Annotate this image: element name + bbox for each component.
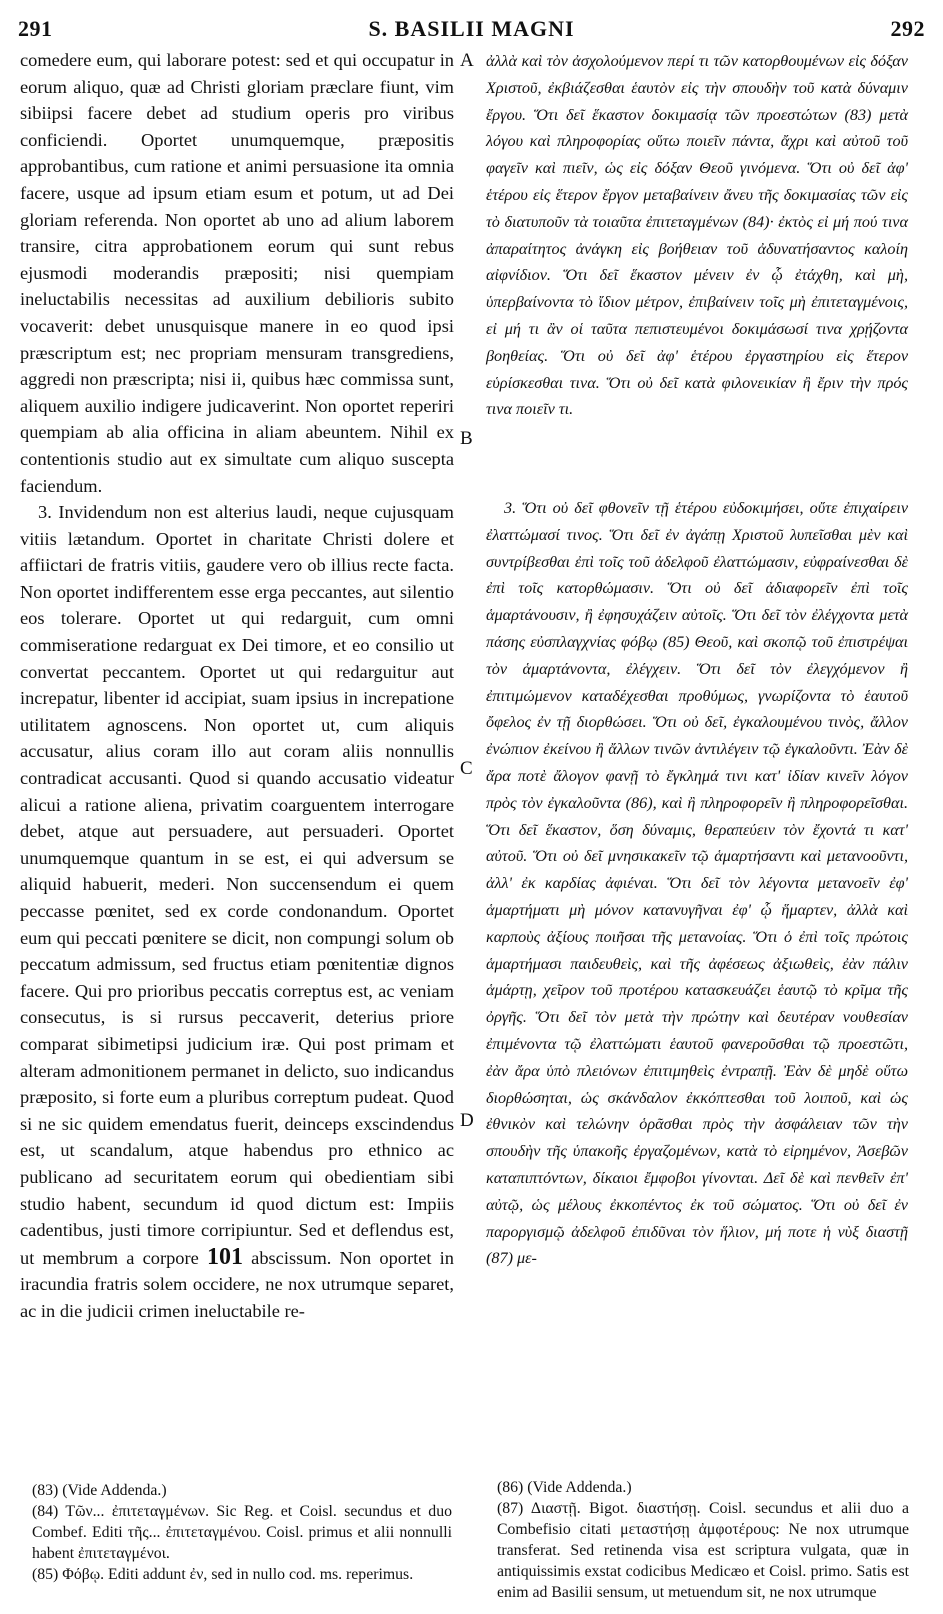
footnote-84: (84) Τῶν... ἐπιτεταγμένων. Sic Reg. et Coisl. secundus et duo Combef. Editi τῆς... ἐπιτεταγμένου. Coisl. primus et alii nonnulli habent ἐπιτεταγμένοι. (32, 1503, 452, 1562)
greek-column-top (486, 48, 908, 423)
footnote-86: (86) (Vide Addenda.) (497, 1479, 632, 1496)
footnote-83: (83) (Vide Addenda.) (32, 1482, 167, 1499)
margin-marker-d: D (460, 1110, 474, 1131)
latin-paragraph-2 (20, 499, 454, 1324)
greek-column-bottom (486, 495, 908, 1272)
latin-paragraph-1: comedere eum, qui laborare potest: sed et qui occupatur in eorum aliquo, quæ ad Christi gloriam præclare fiunt, vim sibiipsi facere debet ad studium operis pro viribus conficiendi. Oportet unumquemque, præpositis approbantibus, cum ratione et animi persuasione ita omnia facere, usque ad ipsum etiam esum et potum, ut ad Dei gloriam referenda. Non oportet ab uno ad alium laborem transire, citra approbationem eorum qui sunt rebus ejusmodi moderandis præpositi; nisi quempiam ineluctabilis necessitas ad auxilium debilioris subito vocaverit: debet unusquisque manere in eo quod ipsi præscriptum est; nec propriam mensuram transgrediens, aggredi non præscripta; nisi ii, quibus hæc commissa sunt, aliquem auxilio indigere judicaverint. Non oportet reperiri quempiam ab alia officina in aliam abeuntem. Nihil ex contentionis studio aut ex simultate cum aliquo suscepta faciendum. (20, 50, 454, 496)
greek-paragraph-2: 3. Ὅτι οὐ δεῖ φθονεῖν τῇ ἑτέρου εὐδοκιμήσει, οὔτε ἐπιχαίρειν ἐλαττώμασί τινος. Ὅτι δεῖ ἐν ἀγάπῃ Χριστοῦ λυπεῖσθαι μὲν καὶ συντρίβεσθαι ἐπὶ τοῖς τοῦ ἀδελφοῦ ἐλαττώμασιν, εὐφραίνεσθαι δὲ ἐπὶ τοῖς κατορθώμασιν. Ὅτι οὐ δεῖ ἀδιαφορεῖν ἐπὶ τοῖς ἁμαρτάνουσιν, ἢ ἐφησυχάζειν αὐτοῖς. Ὅτι δεῖ τὸν ἐλέγχοντα μετὰ πάσης εὐσπλαγχνίας φόβῳ (85) Θεοῦ, καὶ σκοπῷ τοῦ ἐπιστρέψαι τὸν ἁμαρτάνοντα, ἐλέγχειν. Ὅτι δεῖ τὸν ἐλεγχόμενον ἢ ἐπιτιμώμενον καταδέχεσθαι προθύμως, γνωρίζοντα τὸ ἑαυτοῦ ὄφελος ἐν τῇ διορθώσει. Ὅτι οὐ δεῖ, ἐγκαλουμένου τινὸς, ἄλλον ἐνώπιον ἐκείνου ἢ ἄλλων τινῶν ἀντιλέγειν τῷ ἐγκαλοῦντι. Ἐὰν δὲ ἄρα ποτὲ ἄλογον φανῇ τὸ ἔγκλημά τινι κατ' ἰδίαν κινεῖν λόγον πρὸς τὸν ἐγκαλοῦντα (86), καὶ ἢ πληροφορεῖν ἢ πληροφορεῖσθαι. Ὅτι δεῖ ἕκαστον, ὅση δύναμις, θεραπεύειν τὸν ἔχοντά τι κατ' αὐτοῦ. Ὅτι οὐ δεῖ μνησικακεῖν τῷ ἁμαρτήσαντι καὶ μετανοοῦντι, ἀλλ' ἐκ καρδίας ἀφιέναι. Ὅτι δεῖ τὸν λέγοντα μετανοεῖν ἐφ' ἁμαρτήματι μὴ μόνον κατανυγῆναι ἐφ' ᾧ ἥμαρτεν, ἀλλὰ καὶ καρποὺς ἀξίους ποιῆσαι τῆς μετανοίας. Ὅτι ὁ ἐπὶ τοῖς πρώτοις ἁμαρτήμασι παιδευθεὶς, καὶ τῆς ἀφέσεως ἀξιωθεὶς, ἐὰν πάλιν ἁμάρτῃ, χεῖρον τοῦ προτέρου κατασκευάζει ἑαυτῷ τὸ κρῖμα τῆς ὀργῆς. Ὅτι δεῖ τὸν μετὰ τὴν πρώτην καὶ δευτέραν νουθεσίαν ἐπιμένοντα τῷ ἐλαττώματι ἑαυτοῦ φανεροῦσθαι τῷ προεστῶτι, ἐὰν ἄρα ὑπὸ πλειόνων ἐπιτιμηθεὶς ἐντραπῇ. Ἐὰν δὲ μηδὲ οὕτω διορθώσηται, ὡς σκάνδαλον ἐκκόπτεσθαι τοῦ λοιποῦ, καὶ ὡς ἐθνικὸν καὶ τελώνην ὁρᾶσθαι πρὸς τὴν ἀσφάλειαν τῶν τὴν σπουδὴν τῆς ὑπακοῆς ἐργαζομένων, κατὰ τὸ εἰρημένον, Ἀσεβῶν καταπιπτόντων, δίκαιοι ἔμφοβοι γίνονται. Δεῖ δὲ καὶ πενθεῖν ἐπ' αὐτῷ, ὡς μέλους ἐκκοπέντος ἐκ τοῦ σώματος. Ὅτι οὐ δεῖ ἐν παροργισμῷ ἀδελφοῦ ἐπιδῦναι τὸν ἥλιον, μή ποτε ἡ νὺξ διαστῇ (87) με- (486, 499, 908, 1268)
footnotes-left (32, 1480, 452, 1585)
page-number-left: 291 (18, 16, 53, 41)
latin-paragraph-2-text: 3. Invidendum non est alterius laudi, neque cujusquam vitiis lætandum. Oportet in charitate Christi dolere et affiictari de fratris vitiis, gaudere vero ob illius recte facta. Non oportet indifferentem esse erga peccantes, aut silentio eos tolerare. Oportet ut qui redarguit, cum omni commiseratione redarguat ex Dei timore, et eo consilio ut convertat peccantem. Oportet ut qui redarguitur aut increpatur, libenter id accipiat, suam ipsius in increpatione utilitatem agnoscens. Non oportet ut, cum aliquis accusatur, alius coram illo aut coram aliis nonnullis contradicat accusanti. Quod si quando accusatio videatur alicui a ratione aliena, privatim coarguentem interrogare debet, atque aut persuadere, aut persuaderi. Oportet unumquemque quantum in se est, ei qui adversum se aliquid habuerit, mederi. Non succensendum ei quem peccasse pœnitet, sed ex corde condonandum. Oportet eum qui peccati pœnitere se dicit, non compungi solum ob peccatum admissum, sed fructus etiam pœnitentiæ dignos facere. Qui pro prioribus peccatis correptus est, ac veniam consecutus, is si rursus peccaverit, deterius priore comparat sibimetipsi judicium iræ. Qui post primam et alteram admonitionem permanet in delicto, suo indicandus præposito, si forte eum a pluribus correptum pudeat. Quod si ne sic quidem emendatus fuerit, deinceps exscindendus est, ut scandalum, atque habendus pro ethnico ac publicano ad securitatem eorum qui obedientiam sibi studio habent, secundum id quod dictum est: Impiis cadentibus, justi timore corripiuntur. Sed et deflendus est, ut membrum a corpore (20, 502, 454, 1268)
latin-column (20, 47, 454, 1325)
page-number-right: 292 (890, 16, 925, 41)
footnotes-right (497, 1477, 909, 1603)
latin-paragraph-2-tail: abscissum. Non oportet in iracundia fratris solem occidere, ne nox utrumque separet, ac in die judicii crimen ineluctabile re- (20, 1247, 454, 1321)
margin-marker-b: B (460, 428, 473, 449)
margin-marker-a: A (460, 50, 474, 71)
footnote-85: (85) Φόβῳ. Editi addunt ἐν, sed in nullo cod. ms. reperimus. (32, 1566, 414, 1583)
greek-paragraph-1: ἀλλὰ καὶ τὸν ἀσχολούμενον περί τι τῶν κατορθουμένων εἰς δόξαν Χριστοῦ, ἐκβιάζεσθαι ἑαυτὸν εἰς τὴν σπουδὴν τοῦ κατὰ δύναμιν ἔργου. Ὅτι δεῖ ἕκαστον δοκιμασίᾳ τῶν προεστώτων (83) μετὰ λόγου καὶ πληροφορίας οὕτω ποιεῖν πάντα, ἄχρι καὶ αὐτοῦ τοῦ φαγεῖν καὶ πιεῖν, ὡς εἰς δόξαν Θεοῦ γινόμενα. Ὅτι οὐ δεῖ ἀφ' ἑτέρου εἰς ἕτερον ἔργον μεταβαίνειν ἄνευ τῆς δοκιμασίας τῶν εἰς τὸ διατυποῦν τὰ τοιαῦτα ἐπιτεταγμένων (84)· ἐκτὸς εἰ μή πού τινα ἀπαραίτητος ἀνάγκη εἰς βοήθειαν τοῦ ἀδυνατήσαντος καλοίη αἰφνίδιον. Ὅτι δεῖ ἕκαστον μένειν ἐν ᾧ ἐτάχθη, καὶ μὴ, ὑπερβαίνοντα τὸ ἴδιον μέτρον, ἐπιβαίνειν τοῖς μὴ ἐπιτεταγμένοις, εἰ μή τι ἂν οἱ ταῦτα πεπιστευμένοι δοκιμάσωσί τινα χρῄζοντα βοηθείας. Ὅτι οὐ δεῖ ἀφ' ἑτέρου ἐργαστηρίου εἰς ἕτερον εὑρίσκεσθαι τινα. Ὅτι οὐ δεῖ κατὰ φιλονεικίαν ἢ ἔριν τὴν πρός τινα ποιεῖν τι. (486, 52, 908, 419)
running-title: S. BASILII MAGNI (368, 16, 575, 41)
footnote-87: (87) Διαστῇ. Bigot. διαστήσῃ. Coisl. secundus et alii duo a Combefisio citati μεταστήσῃ ἀμφοτέρους: Ne nox utrumque transferat. Sed retinenda visa est scriptura vulgata, quæ in antiquissimis exstat codicibus Medicæo et Coisl. primo. Satis est enim ad Basilii sensum, ut metuendum sit, ne nox utrumque (497, 1500, 909, 1601)
page-header (18, 8, 925, 42)
column-number: 101 (206, 1243, 243, 1270)
margin-marker-c: C (460, 758, 473, 779)
